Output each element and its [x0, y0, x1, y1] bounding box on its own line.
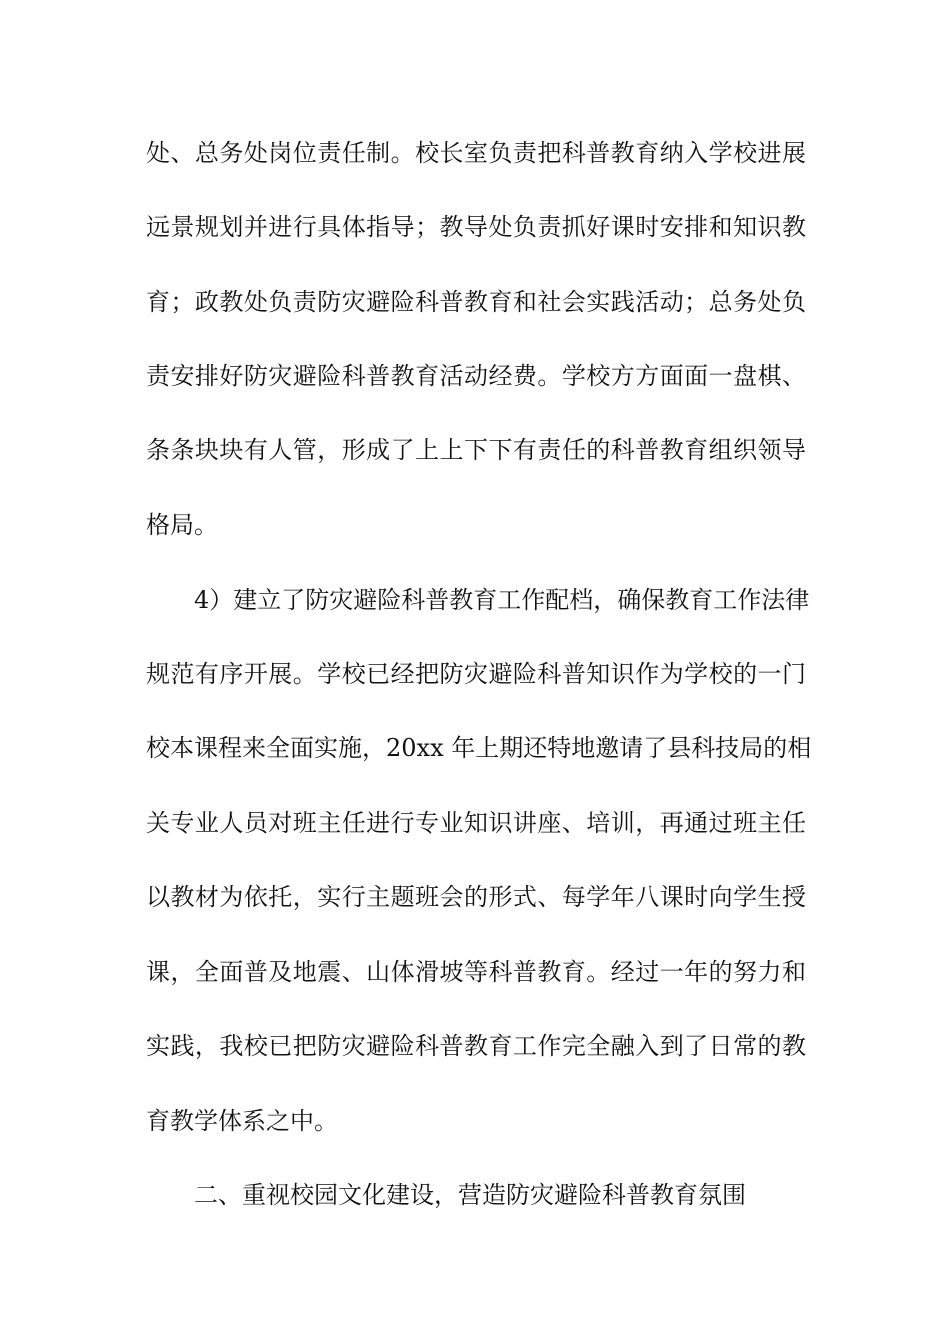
- text-line: 处、总务处岗位责任制。校长室负责把科普教育纳入学校进展: [146, 139, 806, 167]
- text-line: 条条块块有人管，形成了上上下下有责任的科普教育组织领导: [146, 436, 806, 464]
- text-line: 课，全面普及地震、山体滑坡等科普教育。经过一年的努力和: [146, 958, 806, 986]
- text-line: 以教材为依托，实行主题班会的形式、每学年八课时向学生授: [146, 883, 806, 911]
- section-heading: 二、重视校园文化建设，营造防灾避险科普教育氛围: [194, 1181, 746, 1209]
- text-line: 实践，我校已把防灾避险科普教育工作完全融入到了日常的教: [146, 1032, 806, 1060]
- text-line: 育教学体系之中。: [146, 1107, 338, 1135]
- text-line: 关专业人员对班主任进行专业知识讲座、培训，再通过班主任: [146, 809, 806, 837]
- text-line: 校本课程来全面实施，20xx 年上期还特地邀请了县科技局的相: [146, 734, 812, 762]
- text-line: 格局。: [146, 511, 218, 539]
- text-line: 育；政教处负责防灾避险科普教育和社会实践活动；总务处负: [146, 288, 806, 316]
- text-line: 4）建立了防灾避险科普教育工作配档，确保教育工作法律: [194, 586, 810, 614]
- text-line: 规范有序开展。学校已经把防灾避险科普知识作为学校的一门: [146, 660, 806, 688]
- text-line: 责安排好防灾避险科普教育活动经费。学校方方面面一盘棋、: [146, 362, 806, 390]
- text-line: 远景规划并进行具体指导；教导处负责抓好课时安排和知识教: [146, 213, 806, 241]
